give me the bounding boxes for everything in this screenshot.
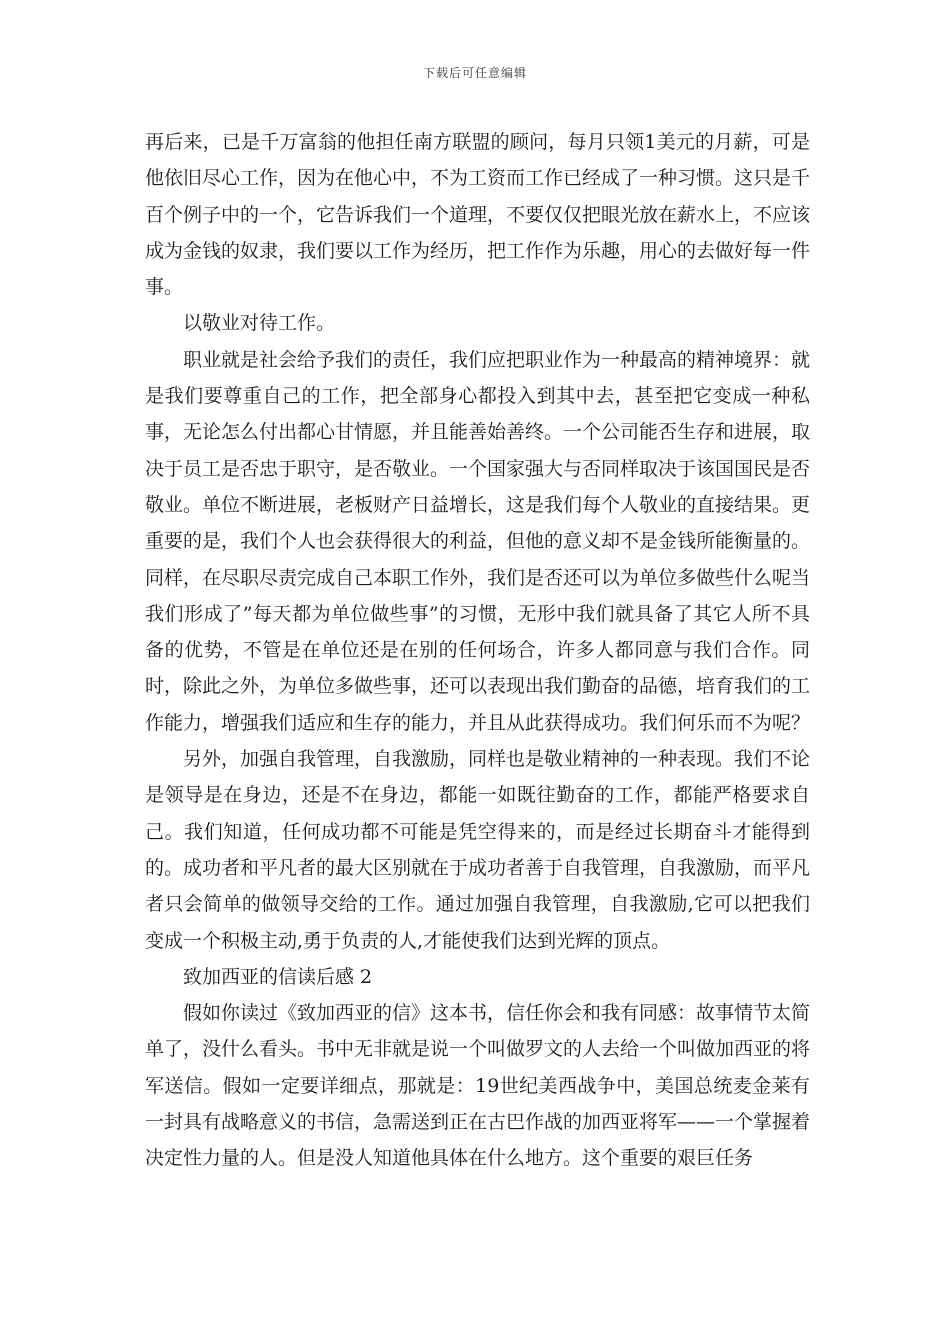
paragraph-2: 以敬业对待工作。 bbox=[183, 312, 336, 335]
section-heading: 致加西亚的信读后感 2 bbox=[183, 965, 373, 988]
paragraph-5: 假如你读过《致加西亚的信》这本书，信任你会和我有同感：故事情节太简单了，没什么看头。书中无非就是说一个叫做罗文的人去给一个叫做加西亚的将军送信。假如一定要详细点，那就是：19世纪美西战争中，美国总统麦金莱有一封具有战略意义的书信，急需送到正在古巴作战的加西亚将军——一个掌握着决定性力量的人。但是没人知道他具体在什么地方。这个重要的艰巨任务 bbox=[145, 1002, 811, 1170]
page-header: 下载后可任意编辑 bbox=[422, 66, 527, 80]
paragraph-1: 再后来，已是千万富翁的他担任南方联盟的顾问，每月只领1美元的月薪，可是他依旧尽心工作，因为在他心中，不为工资而工作已经成了一种习惯。这只是千百个例子中的一个，它告诉我们一个道理，不要仅仅把眼光放在薪水上，不应该成为金钱的奴隶，我们要以工作为经历，把工作作为乐趣，用心的去做好每一件事。 bbox=[145, 131, 811, 299]
paragraph-4: 另外，加强自我管理，自我激励，同样也是敬业精神的一种表现。我们不论是领导是在身边，还是不在身边，都能一如既往勤奋的工作，都能严格要求自己。我们知道，任何成功都不可能是凭空得来的，而是经过长期奋斗才能得到的。成功者和平凡者的最大区别就在于成功者善于自我管理，自我激励，而平凡者只会简单的做领导交给的工作。通过加强自我管理，自我激励,它可以把我们变成一个积极主动,勇于负责的人,才能使我们达到光辉的顶点。 bbox=[145, 748, 811, 952]
paragraph-3: 职业就是社会给予我们的责任，我们应把职业作为一种最高的精神境界：就是我们要尊重自己的工作，把全部身心都投入到其中去，甚至把它变成一种私事，无论怎么付出都心甘情愿，并且能善始善终。一个公司能否生存和进展，取决于员工是否忠于职守，是否敬业。一个国家强大与否同样取决于该国国民是否敬业。单位不断进展，老板财产日益增长，这是我们每个人敬业的直接结果。更重要的是，我们个人也会获得很大的利益，但他的意义却不是金钱所能衡量的。同样，在尽职尽责完成自己本职工作外，我们是否还可以为单位多做些什么呢当我们形成了”每天都为单位做些事”的习惯，无形中我们就具备了其它人所不具备的优势，不管是在单位还是在别的任何场合，许多人都同意与我们合作。同时，除此之外，为单位多做些事，还可以表现出我们勤奋的品德，培育我们的工作能力，增强我们适应和生存的能力，并且从此获得成功。我们何乐而不为呢？ bbox=[145, 348, 811, 734]
document-body bbox=[145, 124, 810, 1177]
